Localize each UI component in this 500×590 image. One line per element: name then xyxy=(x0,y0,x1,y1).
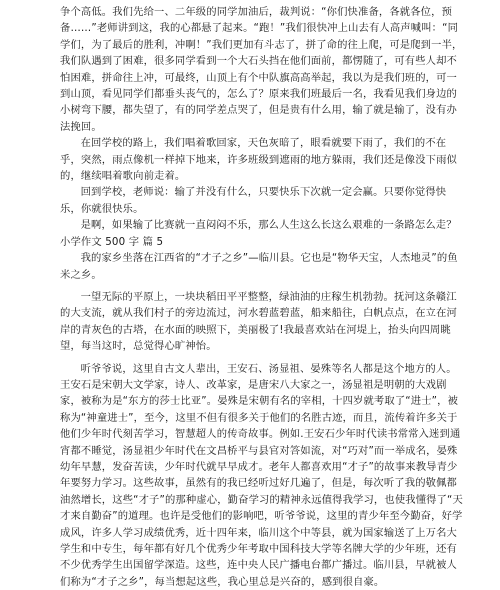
paragraph-hometown-intro: 我的家乡坐落在江西省的“才子之乡”—临川县。它也是“物华天宝，人杰地灵”的鱼米之乡。 xyxy=(60,252,458,281)
paragraph-plains-river: 一望无际的平原上，一块块稻田平平整整，绿油油的庄稼生机勃勃。抚河这条赣江的大支流，就从我们村子的旁边流过，河水碧蓝碧蓝，船来船往，白帆点点，在立在河岸的青灰色的古塔，在水面的映照下，美丽极了!我最喜欢站在河堤上，抬头向四周眺望，每当这时，总觉得心旷神怡。 xyxy=(60,290,457,353)
paragraph-teacher-said: 回到学校，老师说：输了并没有什么，只要快乐下次就一定会赢。只要你觉得快乐，你就很快乐。 xyxy=(60,186,447,215)
paragraph-reflection: 是啊，如果输了比赛就一直闷闷不乐，那么人生这么长这么艰难的一条路怎么走？ xyxy=(80,219,457,232)
paragraph-famous-people: 听爷爷说，这里自古文人辈出，王安石、汤显祖、晏殊等名人都是这个地方的人。王安石是宋朝大文学家，诗人、改革家，是唐宋八大家之一，汤显祖是明朝的大戏剧家，被称为是“东方的莎士比亚”。晏殊是宋朝有名的宰相，十四岁就考取了“进士”，被称为“神童进士”，至今，这里不但有很多关于他们的名胜古迹，而且，流传着许多关于他们少年时代刻苦学习，智慧超人的传奇故事。例如.王安石少年时代读书常常入迷到通宵都不睡觉，汤显祖少年时代在文昌桥平与县官对答如流，对“巧对”而一举成名，晏殊幼年早慧，发奋苦读，少年时代就早早成才。老年人都喜欢用“才子”的故事来教导青少年要努力学习。这些故事，虽然有的我已经听过好几遍了，但是，每次听了我的敬佩都油然增长，这些“才子”的那种虚心，勤奋学习的精神永远值得我学习，也使我懂得了“天才来自勤奋”的道理。也许是受他们的影响吧，听爷爷说，这里的青少年至今勤奋，好学成风，许多人学习成绩优秀，近十四年来，临川这个中等县，就为国家输送了上万名大学生和中专生，每年都有好几个优秀少年考取中国科技大学等名牌大学的少年班，还有不少优秀学生出国留学深造。这些，连中央人民广播电台都广播过。临川县，早就被人们称为“才子之乡”，每当想起这些，我心里总是兴奋的，感到很自豪。 xyxy=(60,362,463,588)
paragraph-walk-home: 在回学校的路上，我们唱着歌回家，天色灰暗了，眼看就要下雨了，我们的不在乎，突然，雨点像机一样掉下地来，许多班级到遮雨的地方躲雨，我们还是像没下雨似的，继续唱着歌向前走着。 xyxy=(60,137,457,183)
section-heading: 小学作文 500 字 篇 5 xyxy=(60,235,164,248)
paragraph-race-story: 争个高低。我们先给一、二年级的同学加油后，裁判说：“你们快准备，各就各位，预备……”老师讲到这，我的心都悬了起来。“跑！”我们很快冲上山去有人高声喊叫：“同学们，为了最后的胜利，冲啊！”我们更加有斗志了，拼了命的往上爬，可是爬到一半，我们队遇到了困难，很多同学看到一个大石头挡在他们面前，都愣随了，可有些人却不怕困难，拼命往上冲，可最终，山顶上有个中队旗高高举起，我以为是我们班的，可一到山顶，看见同学们都垂头丧气的，怎么了？原来我们班最后一名，我看见我们身边的小树弯下腰，都失望了，有的同学差点哭了，但是贵有什么用，输了就是输了，没有办法挽回。 xyxy=(60,6,463,133)
